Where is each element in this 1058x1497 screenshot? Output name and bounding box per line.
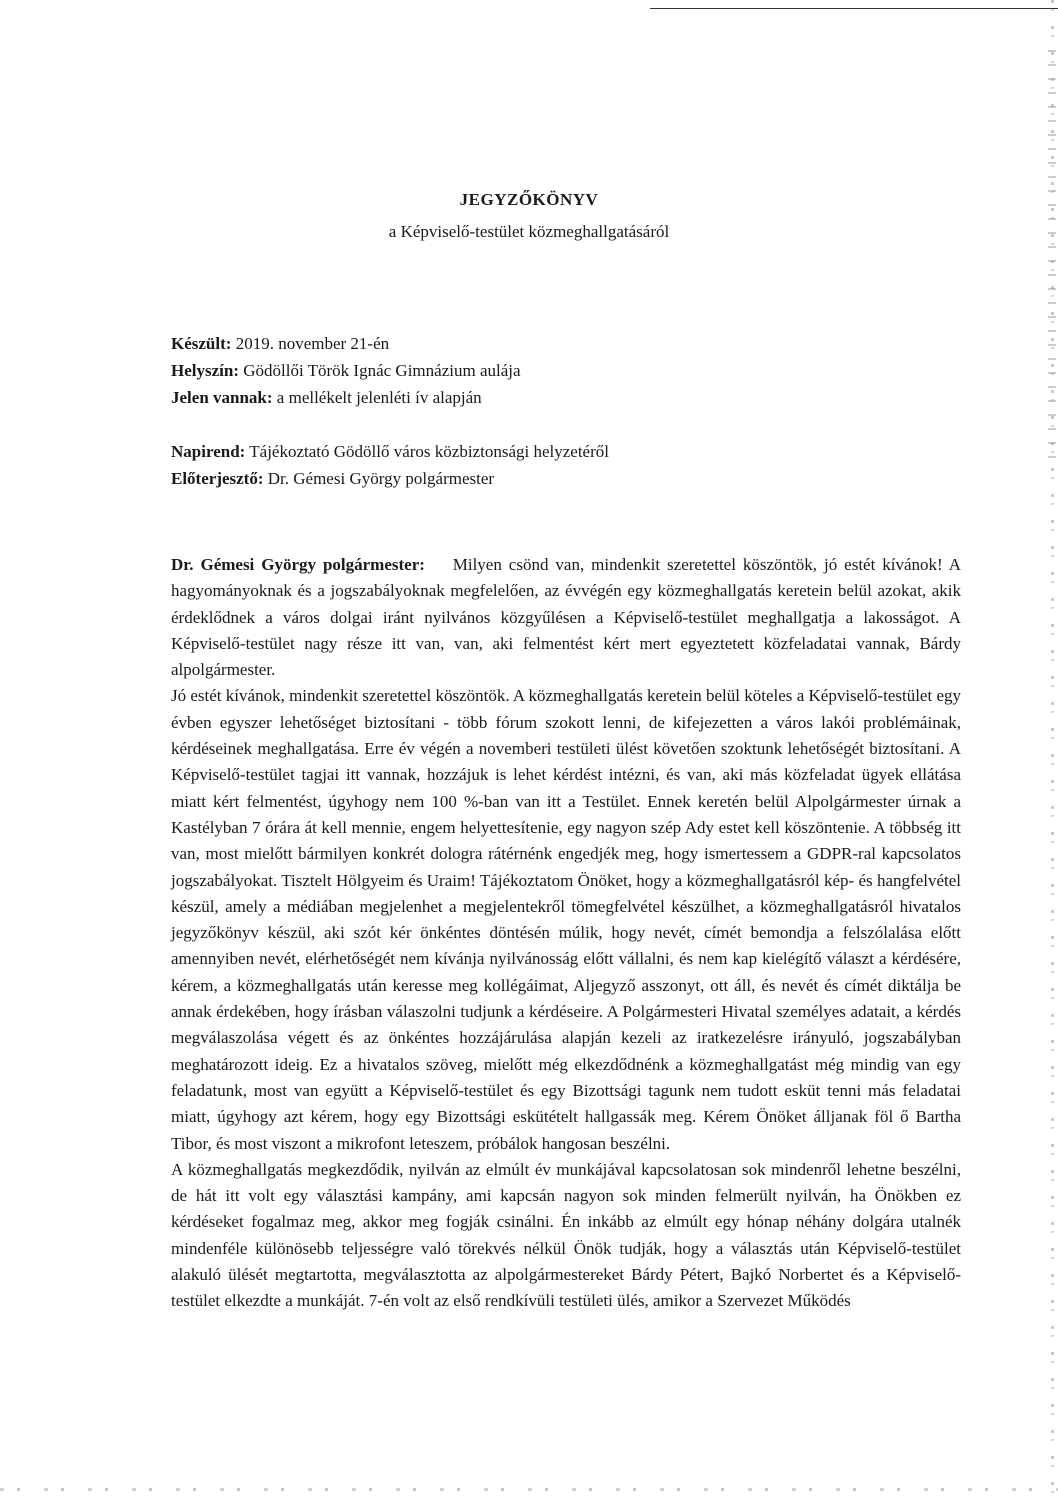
helyszin-value: Gödöllői Török Ignác Gimnázium aulája — [243, 361, 521, 380]
meta-block-agenda — [171, 438, 609, 492]
scan-edge-top — [650, 8, 1058, 9]
paragraph-1 — [171, 552, 961, 683]
napirend-label: Napirend: — [171, 442, 246, 461]
eloterjeszto-value: Dr. Gémesi György polgármester — [267, 469, 495, 488]
meta-line-jelen — [171, 384, 521, 411]
paragraph-1-text: Milyen csönd van, mindenkit szeretettel köszöntök, jó estét kívánok! A hagyományoknak és a jogszabályoknak megfelelően, az évvégén egy közmeghallgatás keretein belül azokat, akik érdeklődnek a város dolgai iránt nyilvános közgyűlésen a Képviselő-testület meghallgatja a lakosságot. A Képviselő-testület nagy része itt van, van, aki felmentést kért mert egyeztetett közfeladatai vannak, Bárdy alpolgármester. — [171, 555, 961, 680]
document-subtitle: a Képviselő-testület közmeghallgatásáról — [388, 222, 670, 241]
eloterjeszto-label: Előterjesztő: — [171, 469, 264, 488]
napirend-value: Tájékoztató Gödöllő város közbiztonsági helyzetéről — [249, 442, 609, 461]
minutes-body — [171, 552, 961, 1315]
meta-line-napirend — [171, 438, 609, 465]
document-title: JEGYZŐKÖNYV — [459, 190, 599, 209]
meta-line-eloterjeszto — [171, 465, 609, 492]
meta-block-top — [171, 330, 521, 411]
scan-edge-bottom — [0, 1488, 1058, 1491]
speaker-name: Dr. Gémesi György polgármester: — [171, 555, 425, 574]
helyszin-label: Helyszín: — [171, 361, 239, 380]
jelen-value: a mellékelt jelenléti ív alapján — [276, 388, 482, 407]
jelen-label: Jelen vannak: — [171, 388, 273, 407]
keszult-value: 2019. november 21-én — [235, 334, 390, 353]
meta-line-helyszin — [171, 357, 521, 384]
paragraph-3: A közmeghallgatás megkezdődik, nyilván az elmúlt év munkájával kapcsolatosan sok mindenről lehetne beszélni, de hát itt volt egy választási kampány, ami kapcsán nagyon sok minden felmerült nyilván, ha Önökben ez kérdéseket fogalmaz meg, akkor meg fogják csinálni. Én inkább az elmúlt egy hónap néhány dolgára utalnék mindenféle különösebb teljességre való törekvés nélkül Önök tudják, hogy a választás után Képviselő-testület alakuló ülését megtartotta, megválasztotta az alpolgármestereket Bárdy Pétert, Bajkó Norbertet és a Képviselő-testület elkezdte a munkáját. 7-én volt az első rendkívüli testületi ülés, amikor a Szervezet Működés — [171, 1159, 961, 1311]
paragraph-2: Jó estét kívánok, mindenkit szeretettel köszöntök. A közmeghallgatás keretein belül köteles a Képviselő-testület egy évben egyszer lehetőséget biztosítani - több fórum szokott lenni, de kifejezetten a város lakói problémáinak, kérdéseinek meghallgatása. Erre év végén a novemberi testületi ülést követően szoktunk lehetőségét biztosítani. A Képviselő-testület tagjai itt vannak, hozzájuk is lehet kérdést intézni, és van, aki más közfeladat ügyek ellátása miatt kért felmentést, úgyhogy nem 100 %-ban van itt a Testület. Ennek keretén belül Alpolgármester úrnak a Kastélyban 7 órára át kell mennie, engem helyettesítenie, egy nagyon szép Ady estet kell köszöntenie. A többség itt van, most mielőtt bármilyen konkrét dologra rátérnénk engedjék meg, hogy ismertessem a GDPR-ral kapcsolatos jogszabályokat. Tisztelt Hölgyeim és Uraim! Tájékoztatom Önöket, hogy a közmeghallgatásról kép- és hangfelvétel készül, amely a médiában megjelenhet a megjelentekről tömegfelvétel készülhet, a közmeghallgatásról hivatalos jegyzőkönyv készül, aki szót kér önkéntes döntésén múlik, hogy nevét, címét bemondja a felszólalása előtt amennyiben nevét, elérhetőségét nem kívánja nyilvánosság előtt vállalni, és nem kap kielégítő választ a kérdésére, kérem, a közmeghallgatás után keresse meg kollégáimat, Aljegyző asszonyt, ott áll, és nevét és címét diktálja be annak érdekében, hogy írásban válaszolni tudjunk a kérdéseire. A Polgármesteri Hivatal személyes adatait, a kérdés megválaszolása végett és az önkéntes hozzájárulása alapján kezeli az iratkezelésre irányuló, jogszabályban meghatározott ideig. Ez a hivatalos szöveg, mielőtt még elkezdődnénk a közmeghallgatást még mindig van egy feladatunk, most van együtt a Képviselő-testület és egy Bizottsági tagunk nem tudott esküt tenni más feladatai miatt, úgyhogy azt kérem, hogy egy Bizottsági eskütételt hallgassák meg. Kérem Önöket álljanak föl ő Bartha Tibor, és most viszont a mikrofont leteszem, próbálok hangosan beszélni. — [171, 686, 961, 1153]
keszult-label: Készült: — [171, 334, 232, 353]
meta-line-keszult — [171, 330, 521, 357]
scan-edge-right-mark — [1048, 50, 1056, 470]
